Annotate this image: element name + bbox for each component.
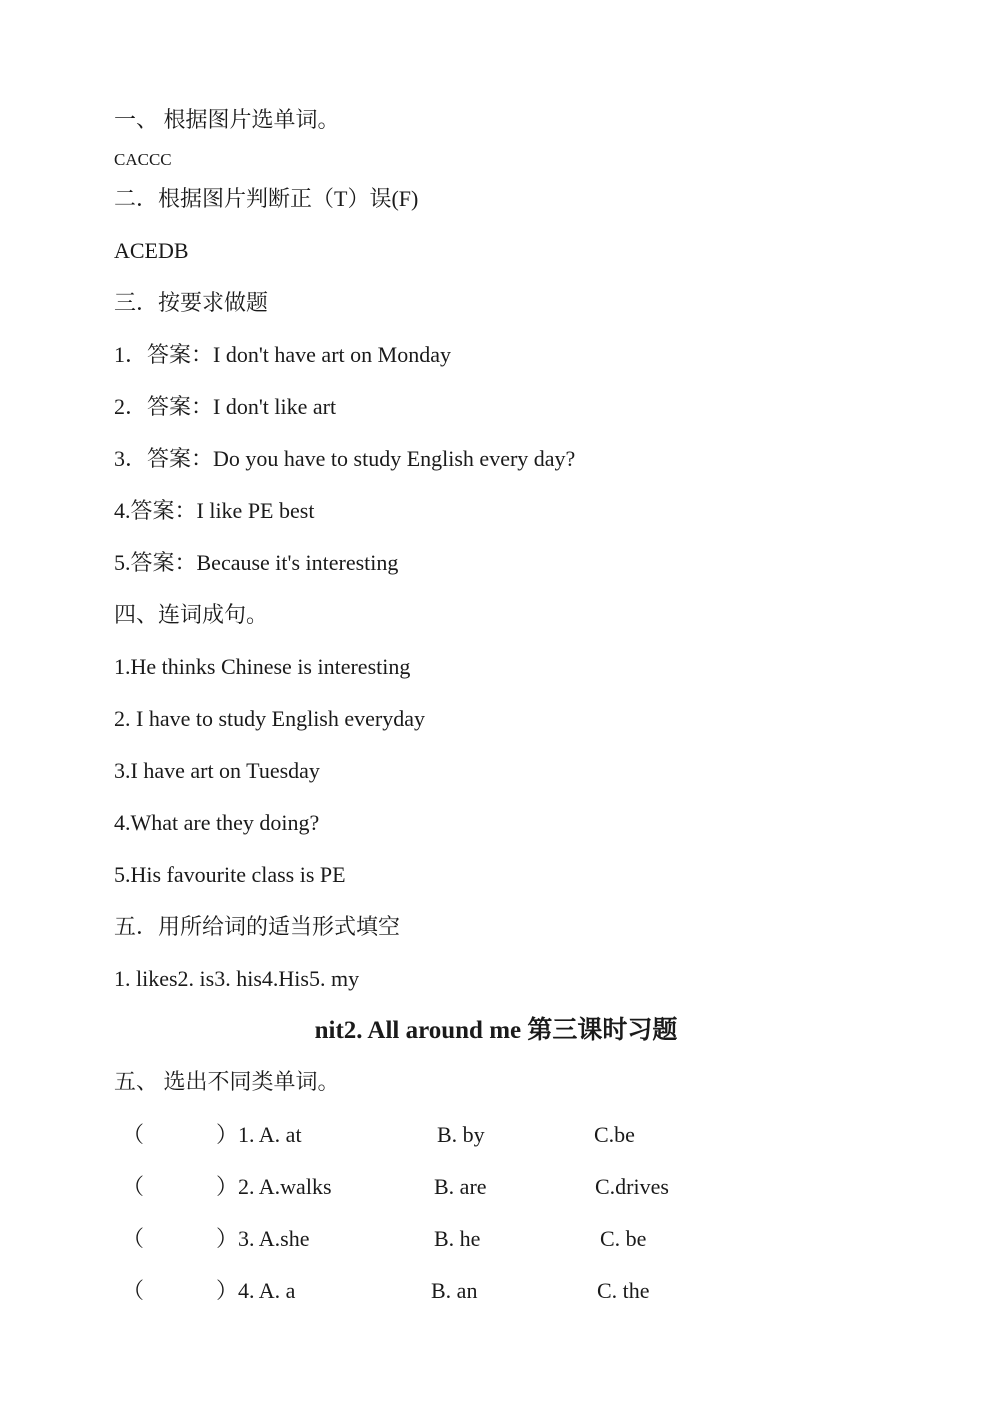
section-2-heading: 二．根据图片判断正（T）误(F) [114,186,419,211]
section-5-answer: 1. likes2. is3. his4.His5. my [114,966,360,991]
section-4-item: 1.He thinks Chinese is interesting [114,654,411,679]
section-5-heading: 五．用所给词的适当形式填空 [114,914,401,939]
section-1-answer: CACCC [114,150,172,169]
question-option-b: B. by [437,1122,485,1147]
section-4-item: 2. I have to study English everyday [114,706,425,731]
answer-bracket-open: （ [122,1226,145,1251]
exercise-title: nit2. All around me 第三课时习题 [314,1017,678,1044]
section-3-item: 5.答案：Because it's interesting [114,550,399,575]
section-3-item: 4.答案：I like PE best [114,498,315,523]
section-4-item: 5.His favourite class is PE [114,862,346,887]
question-option-b: B. he [434,1226,481,1251]
question-option-a: ）1. A. at [216,1122,302,1147]
answer-bracket-open: （ [122,1278,145,1303]
section-3-item: 3．答案：Do you have to study English every day? [114,446,576,471]
question-option-c: C. the [597,1278,650,1303]
section-3-heading: 三．按要求做题 [114,290,269,315]
answer-bracket-open: （ [122,1122,145,1147]
question-option-b: B. an [431,1278,478,1303]
question-option-a: ）4. A. a [216,1278,296,1303]
question-option-c: C.be [594,1122,635,1147]
section-4-heading: 四、连词成句。 [114,602,269,627]
question-option-c: C. be [600,1226,647,1251]
section-4-item: 3.I have art on Tuesday [114,758,320,783]
question-option-a: ）3. A.she [216,1226,310,1251]
section-2-answer: ACEDB [114,238,189,263]
exercise-heading: 五、 选出不同类单词。 [114,1069,340,1094]
section-1-heading: 一、 根据图片选单词。 [114,107,340,132]
section-3-item: 1．答案：I don't have art on Monday [114,342,451,367]
section-4-item: 4.What are they doing? [114,810,320,835]
section-3-item: 2．答案：I don't like art [114,394,337,419]
question-option-b: B. are [434,1174,487,1199]
question-option-c: C.drives [595,1174,669,1199]
question-option-a: ）2. A.walks [216,1174,332,1199]
answer-bracket-open: （ [122,1174,145,1199]
